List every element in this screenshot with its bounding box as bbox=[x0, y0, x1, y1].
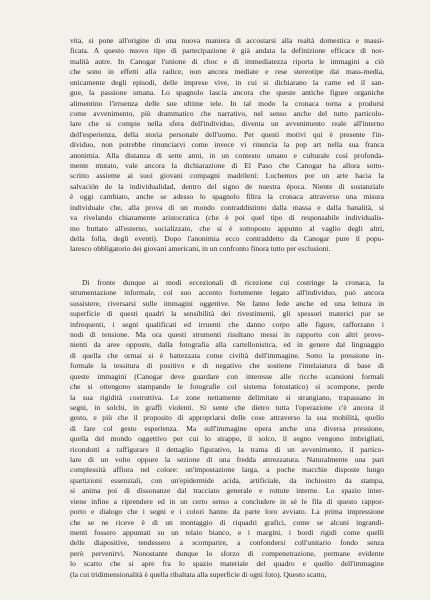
text-line: complessità affiora nel colore: un'impostazione larga, a poche macchie disposte lungo bbox=[70, 465, 384, 475]
text-line: di quella che ormai si è battezzata come civiltà dell'immagine. Sotto la pressione in- bbox=[70, 350, 384, 360]
text-line: ricondotti a raffigurare il dettaglio figurativo, la trama di un avvenimento, il partico- bbox=[70, 444, 384, 454]
text-line: sussistere, riversarsi sulle immagini oggettive. Ne fanno fede anche ed una lettura in bbox=[70, 298, 384, 308]
text-line: superficie di questi quadri la sensibilità dei rivestimenti, gli spessori materici pur se bbox=[70, 309, 384, 319]
text-line: menti fossero appuntati su un telaio bianco, e i margini, i bordi rigidi come quelli bbox=[70, 527, 384, 537]
text-line: scritto assieme ai suoi giovani compagni madrileni: Luchemos por un arte hacia la bbox=[70, 171, 384, 181]
text-line: però pervenirvi. Nonostante dunque lo sforzo di compenetrazione, permane evidente bbox=[70, 548, 384, 558]
text-line: segni, in solchi, in graffi violenti. Si sente che dietro tutta l'operazione c'è ancora il bbox=[70, 402, 384, 412]
text-line: di fare col gesto esperienza. Ma sull'immagine opera anche una diversa pressione, bbox=[70, 423, 384, 433]
text-line: anonimia. Alla distanza di sette anni, in un contesto umano e culturale così profonda- bbox=[70, 150, 384, 160]
text-line: queste immagini (Canogar deve guardare con interesse alle ricche scansioni formali bbox=[70, 371, 384, 381]
text-line: nodi di tensione. Ma ora questi strumenti risultano messi in rapporto con altri prove- bbox=[70, 329, 384, 339]
text-line: malità autre. In Canogar l'unione di choc e di immediatezza riporta le immagini a ciò bbox=[70, 56, 384, 66]
text-line: viene infine a riprendere ed in un certo senso a concludere in sé le fila di questo rappor- bbox=[70, 496, 384, 506]
text-line: porto e dialogo che i segni e i colori hanno da parte loro avviato. La prima impressione bbox=[70, 507, 384, 517]
text-line: della folla, degli eventi). Dopo l'anonimia ecco contraddetto da Canogar pure il popu- bbox=[70, 234, 384, 244]
text-line: come avvenimento, più drammatico che narrativo, nel senso anche del tutto particolo- bbox=[70, 108, 384, 118]
text-line: salvación de la individualidad, dentro del signo de nuestra época. Niente di sostanziale bbox=[70, 181, 384, 191]
text-line: (la cui tridimensionalità è quella ribaltata alla superficie di ogni foto). Questo scatto, bbox=[70, 569, 327, 579]
text-line: strumentazione informale, col suo accento fortemente legato all'individuo, può ancora bbox=[70, 288, 384, 298]
text-line: mo buttato all'esterno, socializzato, che si è sottoposto appunto al vaglio degli altri, bbox=[70, 223, 384, 233]
text-line: che si ottengono stampando le fotografie col sistema fotostatico) si scompone, perde bbox=[70, 382, 384, 392]
text-line: gue, la passione umana. Lo spagnolo lascia ancora che queste antiche figure organiche bbox=[70, 88, 384, 98]
paragraph-2 bbox=[70, 278, 384, 580]
text-line: lare che si compie nella sfera dell'individuo, diventa un avvenimento reale all'interno bbox=[70, 119, 384, 129]
text-line: si anima poi di dissonanze dal tracciato generale e rottute interne. Lo spazio inter- bbox=[70, 486, 384, 496]
text-line: la sua rigidità costruttiva. Le zone nettamente delimitate si strangiano, trapassano in bbox=[70, 392, 384, 402]
text-line: vita, si pone all'origine di una nuova maniera di accostarsi alla realtà domestica e massi- bbox=[70, 36, 384, 45]
text-line: laresco obbligatorio dei giovani americani, in un confronto finora tutto per esclusioni. bbox=[70, 244, 331, 254]
text-line: è oggi cambiato, anche se adesso lo spagnolo filtra la cronaca attraverso una misura bbox=[70, 192, 384, 202]
text-line: infrequenti, i segni qualificati ed irruenti che danno corpo alle figure, rafforzano i bbox=[70, 319, 384, 329]
text-line: Di fronte dunque ai modi eccezionali di ricezione cui costringe la cronaca, la bbox=[82, 277, 384, 287]
text-line: lo scarto che si apre fra lo spazio materiale del quadro e quello dell'immagine bbox=[70, 559, 384, 569]
text-line: lare di un volto oppure la sezione di una fredda attrezzatura. Naturalmente una pari bbox=[70, 455, 384, 465]
text-line: unicamente degli episodi, delle imprese vive, in cui si dichiarano la carne ed il san- bbox=[70, 77, 384, 87]
text-line: formale la tessitura di positivo e di negativo che sostiene l'intelaiatura di base di bbox=[70, 361, 384, 371]
text-line: dividuo, non potrebbe rinunciarvi come invece vi rinuncia la pop art nella sua franca bbox=[70, 140, 384, 150]
text-line: ficata. A questo nuovo tipo di partecipazione è già andata la definizione efficace di nor- bbox=[70, 46, 384, 56]
text-line: che sono in effetti alla radice, non ancora mediate e rese stereotipe dai mass-media, bbox=[70, 67, 384, 77]
text-line: quella del mondo oggettivo per cui lo strappo, il solco, il segno vengono imbrigliati, bbox=[70, 434, 384, 444]
text-line: individuale che, alla prova di un mondo contraddistinto dalla massa e dalla banalità, si bbox=[70, 202, 384, 212]
text-line: gesto, e più che il proposito di appropriarsi delle cose attraverso la sua mobilità, quello bbox=[70, 413, 384, 423]
text-line: che se ne riceve è di un montaggio di riquadri grafici, come se alcuni ingrandi- bbox=[70, 517, 384, 527]
text-line: nienti da aree opposte, dalla fotografia alla cartellonistica, ed in genere dal linguaggio bbox=[70, 340, 384, 350]
text-line: delle diapositive, tendessero a scomparire, a confondersi coll'unitario fondo senza bbox=[70, 538, 384, 548]
text-line: alimentino l'irruenza delle sue ultime tele. In tal modo la cronaca torna a prodursi bbox=[70, 98, 384, 108]
text-line: va rivelando chiaramente aristocratica (che è poi quel tipo di responsabile individualis- bbox=[70, 213, 384, 223]
text-line: dell'esperienza, della storia personale dell'uomo. Per questi motivi qui è presente l'in- bbox=[70, 129, 384, 139]
text-line: mente mutato, vale ancora la dichiarazione di El Paso che Canogar ha allora sotto- bbox=[70, 161, 384, 171]
paragraph-1 bbox=[70, 36, 384, 255]
paragraph-gap bbox=[70, 255, 384, 278]
text-line: spartizioni essenziali, con un'epidermide acida, artificiale, da inchiostro da stampa, bbox=[70, 475, 384, 485]
